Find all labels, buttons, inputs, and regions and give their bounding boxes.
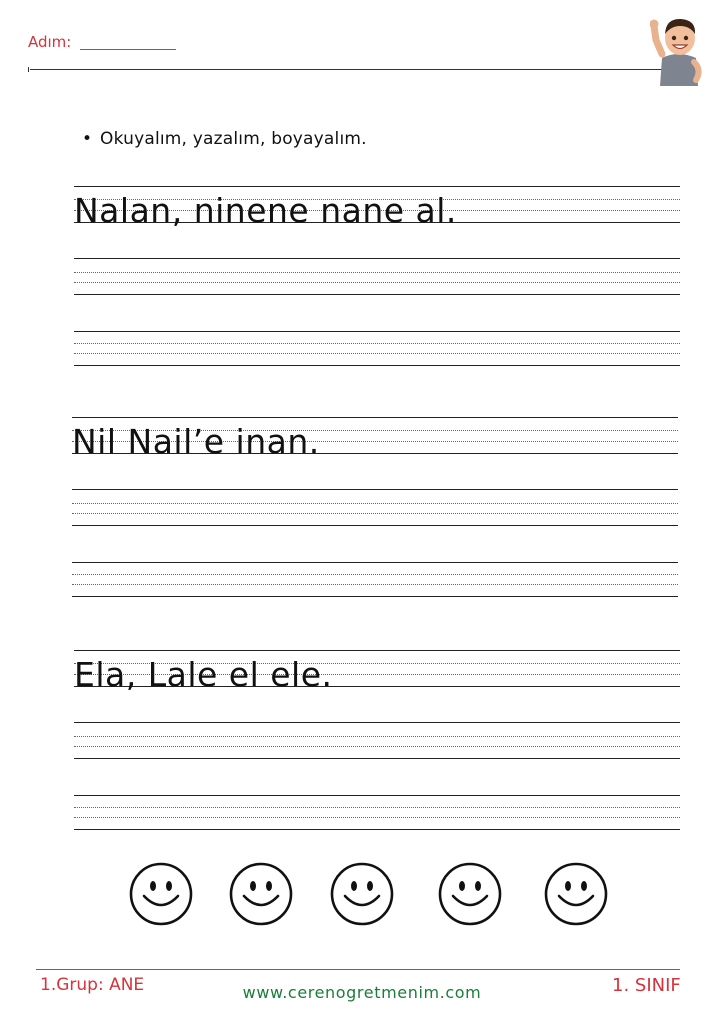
- smiley-face-icon[interactable]: [330, 862, 394, 926]
- model-sentence-3: Ela, Lale el ele.: [74, 655, 333, 694]
- group-label: 1.Grup: ANE: [40, 975, 145, 995]
- smiley-face-icon[interactable]: [229, 862, 293, 926]
- footer-divider: [36, 969, 680, 970]
- website-link[interactable]: www.cerenogretmenim.com: [242, 983, 482, 1002]
- name-blank-line[interactable]: [80, 49, 176, 50]
- smiley-row: [0, 862, 724, 932]
- instruction-text: Okuyalım, yazalım, boyayalım.: [100, 129, 367, 149]
- model-sentence-2: Nil Nail’e inan.: [72, 422, 320, 461]
- smiley-face-icon[interactable]: [129, 862, 193, 926]
- smiley-face-icon[interactable]: [544, 862, 608, 926]
- header-divider: [30, 69, 662, 70]
- grade-label: 1. SINIF: [612, 975, 681, 996]
- smiley-face-icon[interactable]: [438, 862, 502, 926]
- name-label: Adım:: [28, 33, 72, 51]
- model-sentence-1: Nalan, ninene nane al.: [74, 191, 457, 230]
- bullet-icon: •: [82, 129, 93, 149]
- waving-child-icon: [650, 12, 706, 86]
